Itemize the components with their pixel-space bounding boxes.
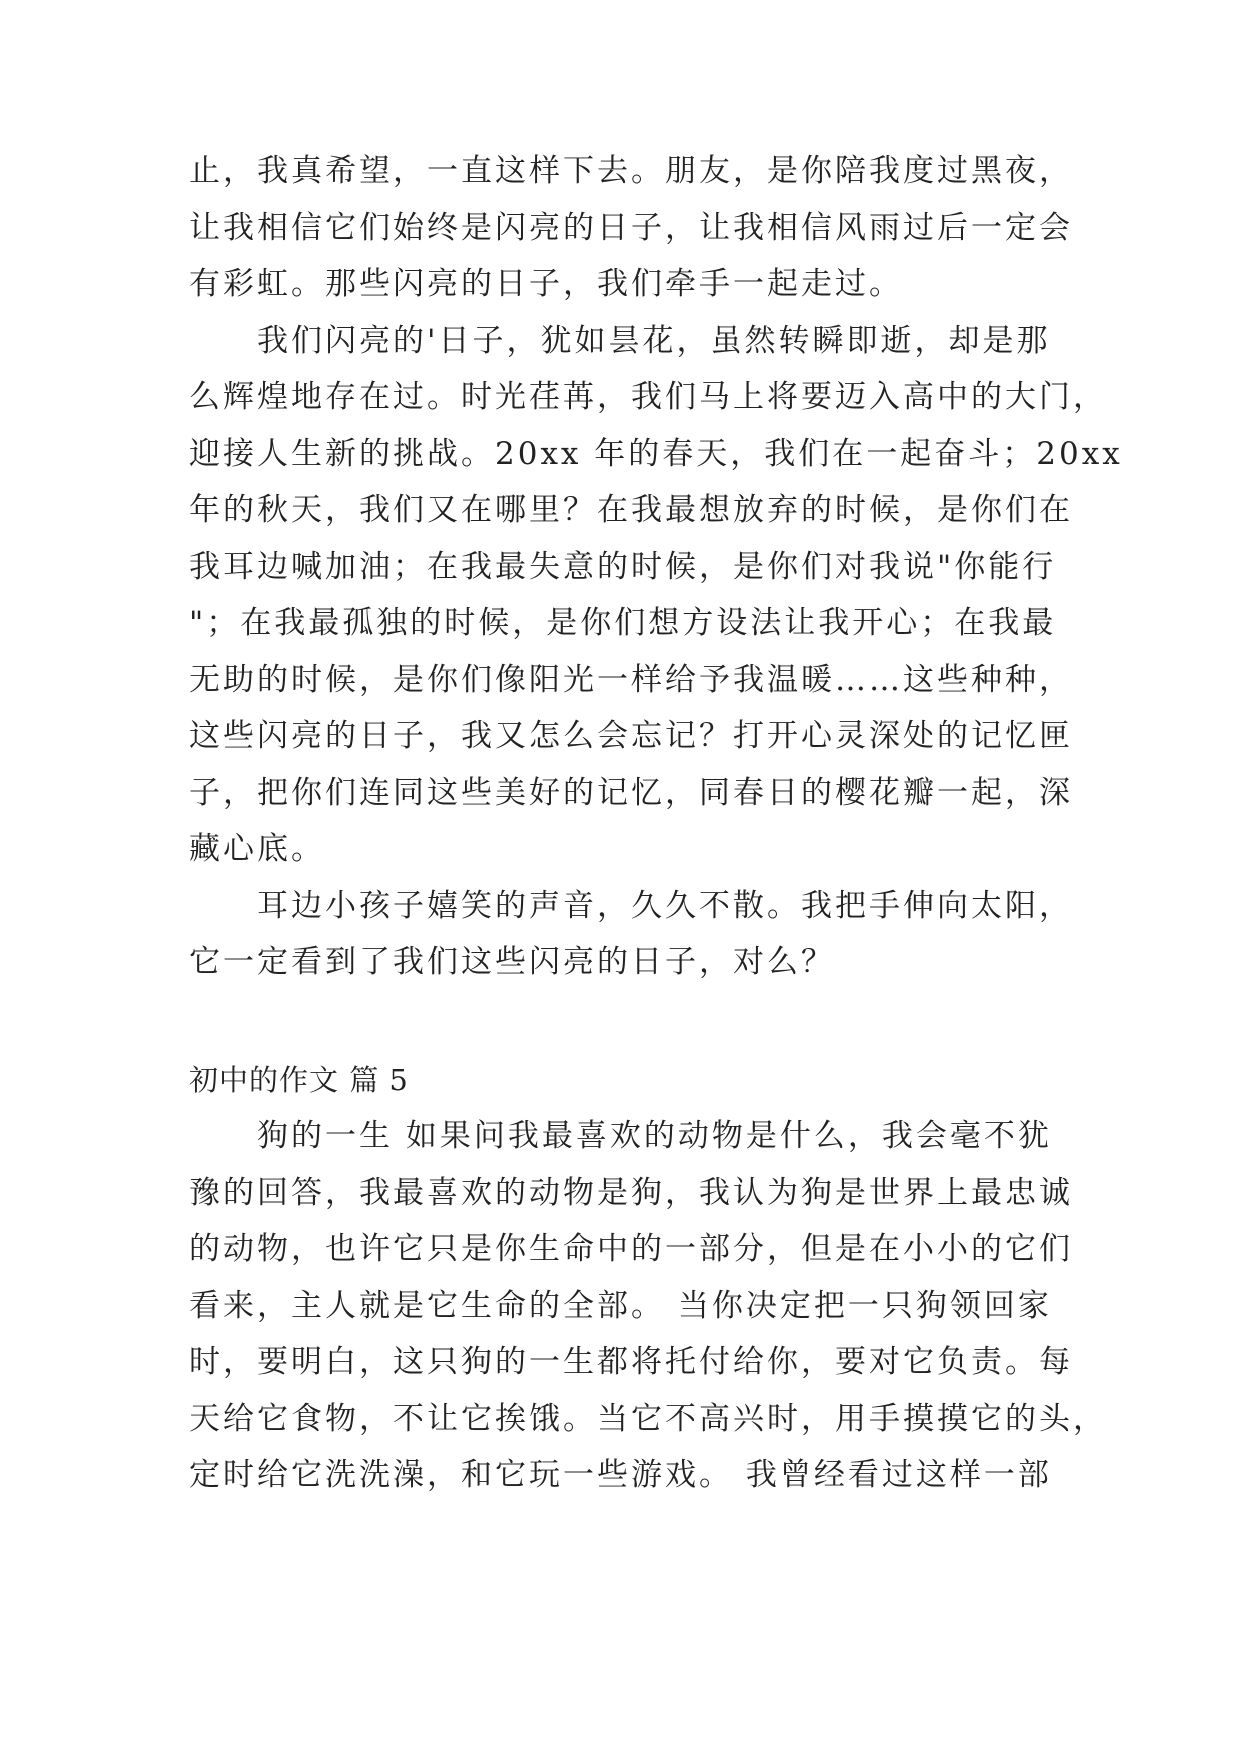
text-line: 么辉煌地存在过。时光荏苒，我们马上将要迈入高中的大门， [189,379,1107,415]
text-line: 天给它食物，不让它挨饿。当它不高兴时，用手摸摸它的头， [189,1401,1107,1437]
text-line: 定时给它洗洗澡，和它玩一些游戏。 我曾经看过这样一部 [189,1457,1052,1493]
text-line: 耳边小孩子嬉笑的声音，久久不散。我把手伸向太阳， [189,888,1073,924]
text-line: 它一定看到了我们这些闪亮的日子，对么？ [189,944,835,980]
text-line: 时，要明白，这只狗的一生都将托付给你，要对它负责。每 [189,1344,1073,1380]
text-line: 有彩虹。那些闪亮的日子，我们牵手一起走过。 [189,266,903,302]
text-line: 我们闪亮的'日子，犹如昙花，虽然转瞬即逝，却是那 [189,323,1051,359]
section-heading: 初中的作文 篇 5 [189,1063,409,1097]
text-line: 狗的一生 如果问我最喜欢的动物是什么，我会毫不犹 [189,1118,1052,1154]
text-line: 子，把你们连同这些美好的记忆，同春日的樱花瓣一起，深 [189,775,1073,811]
text-line: 藏心底。 [189,831,325,867]
text-line: 豫的回答，我最喜欢的动物是狗，我认为狗是世界上最忠诚 [189,1175,1073,1211]
text-line: 这些闪亮的日子，我又怎么会忘记？打开心灵深处的记忆匣 [189,718,1073,754]
text-line: 我耳边喊加油；在我最失意的时候，是你们对我说"你能行 [189,549,1057,585]
text-line: 止，我真希望，一直这样下去。朋友，是你陪我度过黑夜， [189,153,1073,189]
text-line: 的动物，也许它只是你生命中的一部分，但是在小小的它们 [189,1231,1073,1267]
text-line: "；在我最孤独的时候，是你们想方设法让我开心；在我最 [189,605,1057,641]
text-line: 看来，主人就是它生命的全部。 当你决定把一只狗领回家 [189,1288,1052,1324]
text-line: 迎接人生新的挑战。20xx 年的春天，我们在一起奋斗；20xx [189,436,1123,472]
text-line: 年的秋天，我们又在哪里？在我最想放弃的时候，是你们在 [189,492,1073,528]
text-line: 让我相信它们始终是闪亮的日子，让我相信风雨过后一定会 [189,210,1073,246]
text-line: 无助的时候，是你们像阳光一样给予我温暖……这些种种， [189,662,1073,698]
